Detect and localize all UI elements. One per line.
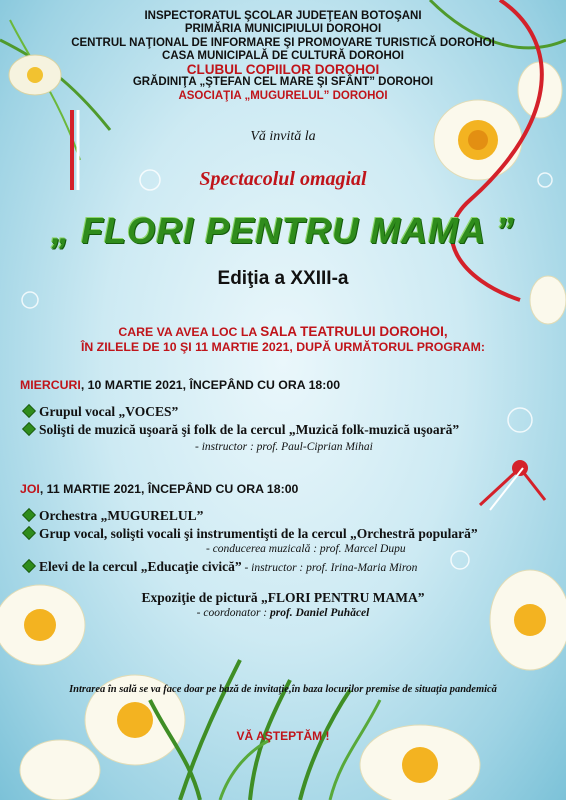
venue-line-1 bbox=[0, 324, 566, 340]
exhibition-note bbox=[0, 607, 566, 620]
entry-notice: Intrarea în sală se va face doar pe bază de invitaţie,în baza locurilor premise de situaţia pandemică bbox=[69, 684, 497, 695]
venue-line-2: ÎN ZILELE DE 10 ŞI 11 MARTIE 2021, DUPĂ URMĂTORUL PROGRAM: bbox=[80, 340, 486, 354]
bullet-icon bbox=[23, 423, 34, 434]
day1-details: , 10 MARTIE 2021, ÎNCEPÂND CU ORA 18:00 bbox=[80, 378, 341, 392]
day1-name: MIERCURI bbox=[20, 378, 81, 392]
organizer-line: CLUBUL COPIILOR DOROHOI bbox=[186, 62, 380, 78]
venue-intro: CARE VA AVEA LOC LA bbox=[118, 325, 261, 339]
instructor-note: - instructor : prof. Irina-Maria Miron bbox=[241, 562, 418, 574]
program-item-text: Grupul vocal „VOCES” bbox=[39, 404, 179, 419]
instructor-note: - instructor : prof. Paul-Ciprian Mihai bbox=[195, 441, 373, 453]
organizer-line: CASA MUNICIPALĂ DE CULTURĂ DOROHOI bbox=[162, 49, 404, 62]
organizer-line: CENTRUL NAŢIONAL DE INFORMARE ŞI PROMOVARE TURISTICĂ DOROHOI bbox=[71, 36, 495, 49]
venue-block bbox=[0, 324, 566, 355]
event-type: Spectacolul omagial bbox=[199, 168, 367, 190]
coordinator-name: prof. Daniel Puhăcel bbox=[270, 607, 370, 619]
program-item bbox=[25, 404, 178, 419]
program-item-text: Solişti de muzică uşoară şi folk de la cercul „Muzică folk-muzică uşoară” bbox=[39, 422, 460, 437]
organizers-block bbox=[0, 10, 566, 103]
organizer-line: INSPECTORATUL ŞCOLAR JUDEŢEAN BOTOŞANI bbox=[144, 10, 422, 22]
day2-details: , 11 MARTIE 2021, ÎNCEPÂND CU ORA 18:00 bbox=[39, 482, 299, 496]
coordinator-label: - coordonator : bbox=[196, 607, 270, 619]
event-title: „ FLORI PENTRU MAMA ” bbox=[51, 210, 515, 251]
bullet-icon bbox=[23, 405, 34, 416]
bullet-icon bbox=[23, 560, 34, 571]
program-item bbox=[25, 422, 459, 437]
program-item-text: Grup vocal, solişti vocali şi instrumentişti de la cercul „Orchestră populară” bbox=[39, 526, 478, 541]
conductor-note: - conducerea muzicală : prof. Marcel Dupu bbox=[206, 543, 406, 555]
organizer-line: GRĂDINIŢA „ŞTEFAN CEL MARE ŞI SFÂNT” DOROHOI bbox=[132, 76, 434, 89]
bullet-icon bbox=[23, 509, 34, 520]
organizer-line: ASOCIAŢIA „MUGURELUL” DOROHOI bbox=[178, 89, 388, 102]
invite-text: Vă invită la bbox=[250, 129, 316, 144]
program-item bbox=[25, 526, 478, 541]
program-item bbox=[25, 559, 417, 575]
program-item bbox=[25, 508, 203, 523]
organizer-line: PRIMĂRIA MUNICIPIULUI DOROHOI bbox=[184, 23, 382, 36]
program-item-text: Orchestra „MUGURELUL” bbox=[39, 508, 204, 523]
program-item-text: Elevi de la cercul „Educaţie civică” bbox=[39, 559, 242, 574]
closing-text: VĂ AŞTEPTĂM ! bbox=[236, 729, 330, 743]
exhibition-title: Expoziţie de pictură „FLORI PENTRU MAMA” bbox=[141, 590, 425, 605]
day1-heading bbox=[20, 378, 340, 392]
day2-name: JOI bbox=[20, 482, 40, 496]
bullet-icon bbox=[23, 527, 34, 538]
edition-label: Ediţia a XXIII-a bbox=[217, 268, 349, 289]
day2-heading bbox=[20, 482, 298, 496]
venue-place: SALA TEATRULUI DOROHOI, bbox=[260, 324, 448, 339]
